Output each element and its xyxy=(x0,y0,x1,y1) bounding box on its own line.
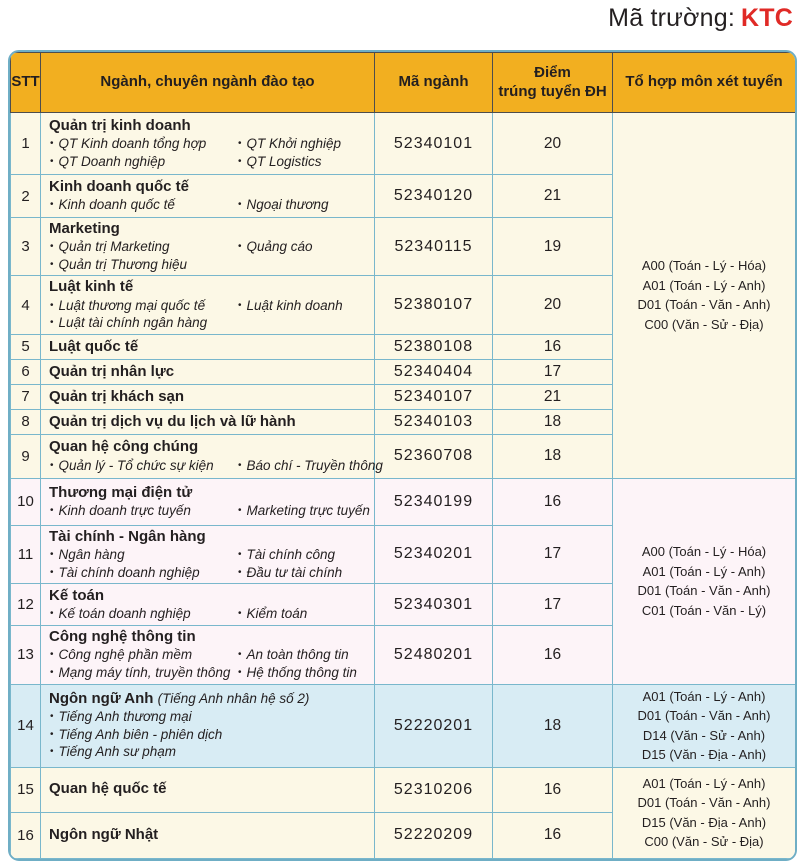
combo-line: A00 (Toán - Lý - Hóa) xyxy=(641,544,767,560)
major-code: 52220209 xyxy=(375,812,493,858)
combo-cell xyxy=(613,113,796,479)
row-stt: 12 xyxy=(11,584,41,626)
major-sub-item: • Kế toán doanh nghiệp xyxy=(49,605,233,623)
major-sub-item: • Quản trị Thương hiệu xyxy=(49,256,233,274)
column-header-major: Ngành, chuyên ngành đào tạo xyxy=(41,53,375,113)
admission-score: 21 xyxy=(493,384,613,409)
major-title xyxy=(49,690,370,708)
admission-score: 16 xyxy=(493,626,613,684)
row-stt: 11 xyxy=(11,525,41,583)
major-sub-item: • Quảng cáo xyxy=(237,238,370,256)
column-header-score xyxy=(493,53,613,113)
row-stt: 14 xyxy=(11,684,41,767)
major-sub-item: • Quản lý - Tổ chức sự kiện xyxy=(49,457,233,475)
major-sub-item: • Tiếng Anh thương mại xyxy=(49,708,370,726)
major-code: 52220201 xyxy=(375,684,493,767)
row-major xyxy=(41,626,375,684)
major-title: Tài chính - Ngân hàng xyxy=(49,527,206,545)
row-stt: 9 xyxy=(11,434,41,478)
major-code: 52340120 xyxy=(375,175,493,218)
admission-score: 16 xyxy=(493,812,613,858)
major-title: Quản trị kinh doanh xyxy=(49,116,191,134)
major-code: 52340101 xyxy=(375,113,493,175)
major-title: Quản trị dịch vụ du lịch và lữ hành xyxy=(49,412,296,430)
combo-line: C01 (Toán - Văn - Lý) xyxy=(641,602,767,618)
major-title: Luật quốc tế xyxy=(49,337,139,355)
admission-score: 17 xyxy=(493,359,613,384)
row-stt: 3 xyxy=(11,218,41,276)
major-title: Kinh doanh quốc tế xyxy=(49,178,189,196)
admission-score: 16 xyxy=(493,334,613,359)
row-stt: 6 xyxy=(11,359,41,384)
row-major xyxy=(41,684,375,767)
table-row xyxy=(11,684,796,767)
admission-score: 17 xyxy=(493,525,613,583)
row-stt: 4 xyxy=(11,276,41,334)
major-sub-item: • QT Doanh nghiệp xyxy=(49,153,233,171)
row-stt: 5 xyxy=(11,334,41,359)
admission-score: 18 xyxy=(493,684,613,767)
combo-line: D14 (Văn - Sử - Anh) xyxy=(642,727,766,743)
major-sub-item: • Ngân hàng xyxy=(49,546,233,564)
combo-line: C00 (Văn - Sử - Địa) xyxy=(644,834,764,850)
major-title: Thương mại điện tử xyxy=(49,483,193,501)
major-title: Công nghệ thông tin xyxy=(49,628,196,646)
major-sub-item: • Kiểm toán xyxy=(237,605,370,623)
major-sub-item: • Kinh doanh trực tuyến xyxy=(49,502,233,520)
row-stt: 8 xyxy=(11,409,41,434)
combo-cell xyxy=(613,478,796,684)
major-code: 52340115 xyxy=(375,218,493,276)
column-header-combo: Tổ hợp môn xét tuyển xyxy=(613,53,796,113)
major-code: 52340404 xyxy=(375,359,493,384)
major-sub-item: • QT Kinh doanh tổng hợp xyxy=(49,135,233,153)
combo-line: A01 (Toán - Lý - Anh) xyxy=(642,277,766,293)
school-code-label: Mã trường: xyxy=(608,4,736,32)
major-code: 52340201 xyxy=(375,525,493,583)
major-sub-item: • Tiếng Anh sư phạm xyxy=(49,743,370,761)
major-title: Quản trị khách sạn xyxy=(49,387,185,405)
major-title: Quan hệ quốc tế xyxy=(49,780,167,798)
major-title: Quản trị nhân lực xyxy=(49,362,175,380)
admission-table xyxy=(10,52,796,859)
major-sub-item: • Kinh doanh quốc tế xyxy=(49,196,233,214)
row-major xyxy=(41,175,375,218)
admission-score: 16 xyxy=(493,478,613,525)
row-major xyxy=(41,334,375,359)
row-stt: 7 xyxy=(11,384,41,409)
major-sub-item: • Tiếng Anh biên - phiên dịch xyxy=(49,726,370,744)
column-header-score-line1: Điểm xyxy=(534,63,571,81)
row-major xyxy=(41,584,375,626)
major-code: 52360708 xyxy=(375,434,493,478)
row-major xyxy=(41,812,375,858)
combo-line: C00 (Văn - Sử - Địa) xyxy=(644,316,764,332)
combo-line: A01 (Toán - Lý - Anh) xyxy=(642,563,766,579)
row-stt: 13 xyxy=(11,626,41,684)
major-sub-item: • Quản trị Marketing xyxy=(49,238,233,256)
major-sub-item: • Luật tài chính ngân hàng xyxy=(49,314,233,332)
major-sub-item: • Luật thương mại quốc tế xyxy=(49,297,233,315)
major-sub-item: • Báo chí - Truyền thông xyxy=(237,457,383,475)
column-header-score-line2: trúng tuyển ĐH xyxy=(498,82,607,100)
major-sub-item: • QT Logistics xyxy=(237,153,370,171)
major-sub-item: • Ngoại thương xyxy=(237,196,370,214)
column-header-code: Mã ngành xyxy=(375,53,493,113)
table-row xyxy=(11,478,796,525)
major-code: 52340103 xyxy=(375,409,493,434)
table-row xyxy=(11,113,796,175)
row-stt: 16 xyxy=(11,812,41,858)
row-stt: 10 xyxy=(11,478,41,525)
combo-line: D01 (Toán - Văn - Anh) xyxy=(637,297,771,313)
major-title: Luật kinh tế xyxy=(49,278,134,296)
admission-score: 18 xyxy=(493,434,613,478)
page-title xyxy=(8,4,793,33)
combo-line: D01 (Toán - Văn - Anh) xyxy=(637,583,771,599)
admission-score: 20 xyxy=(493,113,613,175)
admission-table-container xyxy=(8,50,797,861)
combo-line: A01 (Toán - Lý - Anh) xyxy=(642,775,766,791)
major-title-note: (Tiếng Anh nhân hệ số 2) xyxy=(157,691,310,707)
row-major xyxy=(41,525,375,583)
combo-line: D01 (Toán - Văn - Anh) xyxy=(637,795,771,811)
admission-score: 20 xyxy=(493,276,613,334)
major-sub-item: • Công nghệ phần mềm xyxy=(49,646,233,664)
row-major xyxy=(41,218,375,276)
row-major xyxy=(41,113,375,175)
major-sub-item: • Marketing trực tuyến xyxy=(237,502,370,520)
combo-cell xyxy=(613,684,796,767)
major-title: Marketing xyxy=(49,220,120,237)
admission-score: 21 xyxy=(493,175,613,218)
major-sub-item: • Đầu tư tài chính xyxy=(237,564,370,582)
combo-line: D15 (Văn - Địa - Anh) xyxy=(641,814,767,830)
header-row xyxy=(11,53,796,113)
row-major xyxy=(41,384,375,409)
major-code: 52340301 xyxy=(375,584,493,626)
combo-cell xyxy=(613,767,796,858)
admission-score: 16 xyxy=(493,767,613,812)
combo-line: A00 (Toán - Lý - Hóa) xyxy=(641,258,767,274)
column-header-stt: STT xyxy=(11,53,41,113)
admission-score: 17 xyxy=(493,584,613,626)
major-code: 52340107 xyxy=(375,384,493,409)
row-stt: 1 xyxy=(11,113,41,175)
major-title: Ngôn ngữ Nhật xyxy=(49,825,159,843)
school-code-value: KTC xyxy=(741,4,793,32)
row-major xyxy=(41,434,383,478)
major-sub-item: • Mạng máy tính, truyền thông xyxy=(49,664,233,682)
row-stt: 15 xyxy=(11,767,41,812)
major-sub-item: • Luật kinh doanh xyxy=(237,297,370,315)
major-code: 52380108 xyxy=(375,334,493,359)
combo-line: A01 (Toán - Lý - Anh) xyxy=(642,688,766,704)
row-major xyxy=(41,359,375,384)
table-row xyxy=(11,767,796,812)
admission-score: 18 xyxy=(493,409,613,434)
major-sub-item: • An toàn thông tin xyxy=(237,646,370,664)
row-major xyxy=(41,276,375,334)
major-code: 52340199 xyxy=(375,478,493,525)
major-code: 52480201 xyxy=(375,626,493,684)
row-major xyxy=(41,478,375,525)
row-major xyxy=(41,409,375,434)
admission-score: 19 xyxy=(493,218,613,276)
major-sub-item: • Tài chính doanh nghiệp xyxy=(49,564,233,582)
major-sub-item: • QT Khởi nghiệp xyxy=(237,135,370,153)
combo-line: D15 (Văn - Địa - Anh) xyxy=(641,747,767,763)
row-major xyxy=(41,767,375,812)
major-sub-item: • Hệ thống thông tin xyxy=(237,664,370,682)
combo-line: D01 (Toán - Văn - Anh) xyxy=(637,708,771,724)
major-code: 52380107 xyxy=(375,276,493,334)
row-stt: 2 xyxy=(11,175,41,218)
major-code: 52310206 xyxy=(375,767,493,812)
major-title: Quan hệ công chúng xyxy=(49,438,199,456)
major-title-text: Ngôn ngữ Anh xyxy=(49,690,154,708)
major-sub-item: • Tài chính công xyxy=(237,546,370,564)
major-title: Kế toán xyxy=(49,586,105,604)
